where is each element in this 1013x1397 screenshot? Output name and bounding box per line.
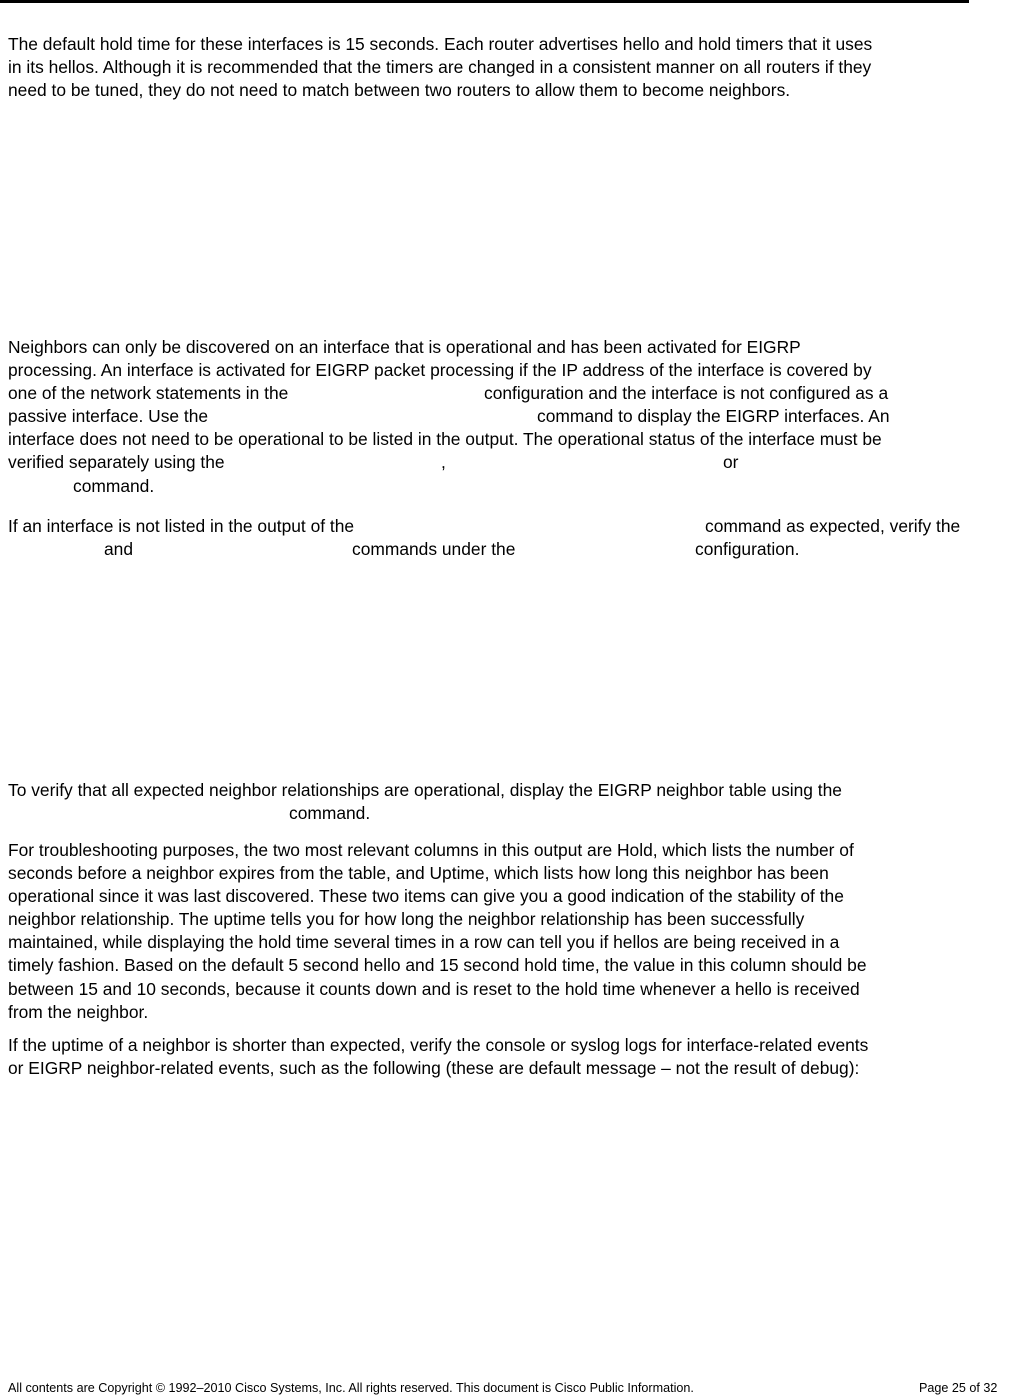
text-line: processing. An interface is activated for EIGRP packet processing if the IP address of the interface is covered by	[8, 360, 872, 381]
text-line: The default hold time for these interfaces is 15 seconds. Each router advertises hello and hold timers that it uses	[8, 34, 873, 54]
text-line: need to be tuned, they do not need to match between two routers to allow them to become neighbors.	[8, 80, 791, 101]
text-line: timely fashion. Based on the default 5 second hello and 15 second hold time, the value in this column should be	[8, 955, 867, 976]
text-segment: passive interface. Use the	[8, 406, 209, 427]
text-segment: If an interface is not listed in the output of the	[8, 516, 355, 536]
paragraph-troubleshooting-columns	[8, 839, 1013, 1024]
text-line: from the neighbor.	[8, 1001, 149, 1022]
text-line: neighbor relationship. The uptime tells you for how long the neighbor relationship has been successfully	[8, 909, 805, 930]
text-segment: command to display the EIGRP interfaces. An	[537, 406, 890, 427]
text-line	[8, 382, 1013, 405]
text-segment: verified separately using the	[8, 452, 225, 473]
text-segment: and	[104, 539, 134, 560]
footer-page-number: Page 25 of 32	[919, 1381, 998, 1395]
text-line: in its hellos. Although it is recommended that the timers are changed in a consistent manner on all routers if they	[8, 57, 872, 78]
footer-copyright: All contents are Copyright © 1992–2010 Cisco Systems, Inc. All rights reserved. This document is Cisco Public Information.	[8, 1381, 694, 1395]
text-line: For troubleshooting purposes, the two most relevant columns in this output are Hold, which lists the number of	[8, 840, 854, 860]
text-segment: command as expected, verify the	[705, 516, 961, 536]
text-segment: commands under the	[352, 539, 516, 560]
text-line: interface does not need to be operational to be listed in the output. The operational status of the interface must be	[8, 429, 882, 450]
text-line: or EIGRP neighbor-related events, such as the following (these are default message – not the result of debug):	[8, 1058, 860, 1079]
paragraph-hold-time	[8, 33, 1013, 102]
text-line	[8, 451, 1013, 474]
text-segment: command.	[289, 803, 371, 824]
top-rule	[0, 0, 969, 3]
text-line	[8, 405, 1013, 428]
paragraph-neighbor-discovery	[8, 336, 1013, 498]
text-line: To verify that all expected neighbor relationships are operational, display the EIGRP neighbor table using the	[8, 780, 842, 800]
text-segment: configuration and the interface is not configured as a	[484, 383, 889, 404]
text-line	[8, 538, 1013, 561]
text-line	[8, 515, 1013, 538]
text-line	[8, 802, 1013, 825]
paragraph-interface-not-listed	[8, 515, 1013, 561]
text-line: seconds before a neighbor expires from the table, and Uptime, which lists how long this neighbor has been	[8, 863, 829, 884]
text-line: between 15 and 10 seconds, because it counts down and is reset to the hold time whenever a hello is received	[8, 978, 860, 999]
text-segment: ,	[441, 452, 446, 473]
text-line: maintained, while displaying the hold time several times in a row can tell you if hellos are being received in a	[8, 932, 840, 953]
text-segment: or	[723, 452, 739, 473]
text-segment: one of the network statements in the	[8, 383, 289, 404]
text-line	[8, 475, 1013, 498]
paragraph-verify-neighbors	[8, 779, 1013, 825]
text-line: Neighbors can only be discovered on an interface that is operational and has been activated for EIGRP	[8, 337, 801, 357]
text-segment: command.	[73, 475, 155, 496]
paragraph-uptime-logs	[8, 1034, 1013, 1080]
text-line: If the uptime of a neighbor is shorter than expected, verify the console or syslog logs for interface-related events	[8, 1035, 869, 1055]
text-line: operational since it was last discovered. These two items can give you a good indication of the stability of the	[8, 886, 844, 907]
text-segment: configuration.	[695, 539, 800, 560]
